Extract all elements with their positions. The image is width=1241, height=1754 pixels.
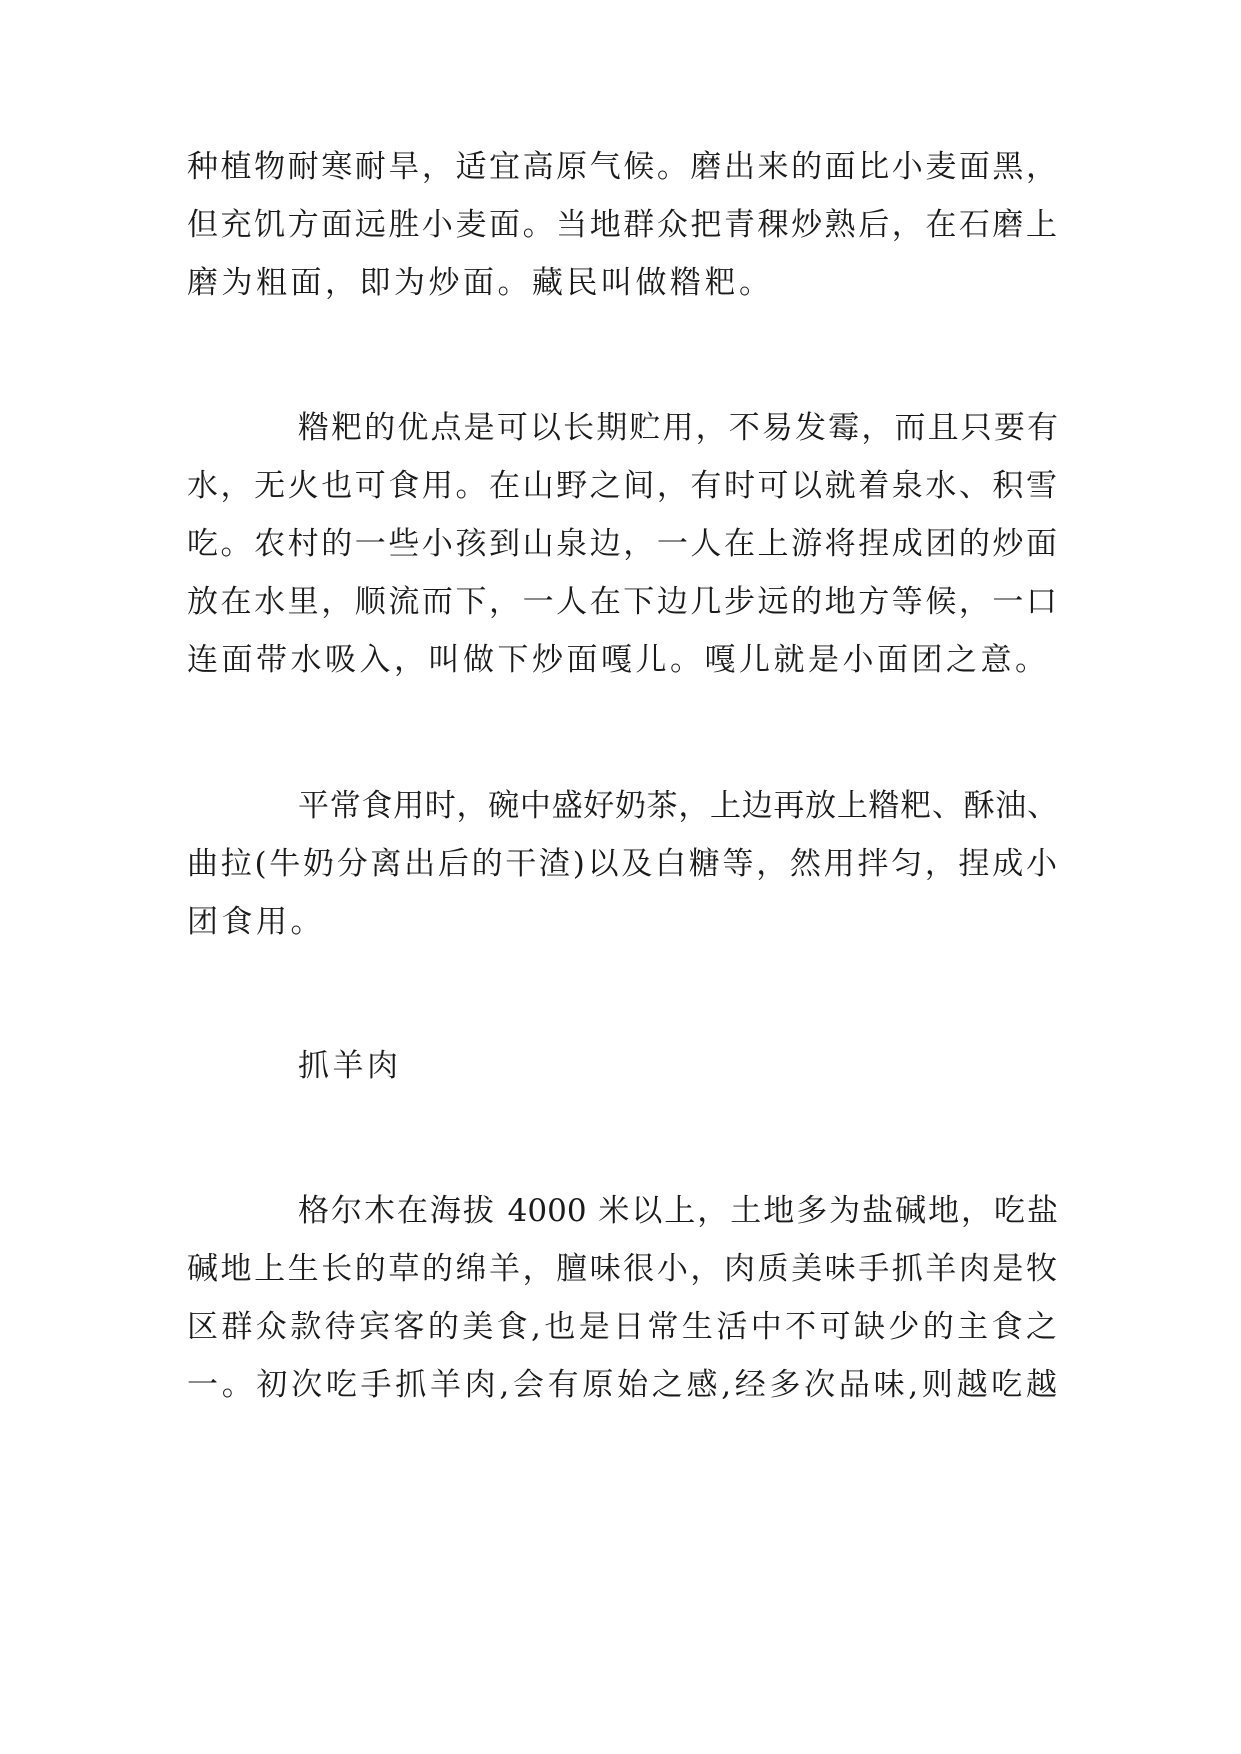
text-line: 连面带水吸入，叫做下炒面嘎儿。嘎儿就是小面团之意。: [187, 642, 1050, 678]
text-line: 曲拉(牛奶分离出后的干渣)以及白糖等，然用拌匀，捏成小: [187, 846, 1057, 882]
text-line: 一。初次吃手抓羊肉,会有原始之感,经多次品味,则越吃越: [187, 1367, 1057, 1403]
paragraph-first-line: 格尔木在海拔 4000 米以上，土地多为盐碱地，吃盐: [298, 1193, 1058, 1229]
text-line: 碱地上生长的草的绵羊，膻味很小，肉质美味手抓羊肉是牧: [187, 1251, 1057, 1287]
text-line: 磨为粗面，即为炒面。藏民叫做糌粑。: [187, 265, 774, 301]
text-line: 放在水里，顺流而下，一人在下边几步远的地方等候，一口: [187, 584, 1057, 620]
text-line: 但充饥方面远胜小麦面。当地群众把青稞炒熟后，在石磨上: [187, 207, 1057, 243]
section-heading: 抓羊肉: [298, 1048, 402, 1084]
text-line: 区群众款待宾客的美食,也是日常生活中不可缺少的主食之: [187, 1309, 1057, 1345]
paragraph-first-line: 平常食用时，碗中盛好奶茶，上边再放上糌粑、酥油、: [298, 788, 1058, 824]
text-line: 团食用。: [187, 904, 325, 940]
text-line: 种植物耐寒耐旱，适宜高原气候。磨出来的面比小麦面黑，: [187, 149, 1057, 185]
text-line: 吃。农村的一些小孩到山泉边，一人在上游将捏成团的炒面: [187, 526, 1057, 562]
text-line: 水，无火也可食用。在山野之间，有时可以就着泉水、积雪: [187, 468, 1057, 504]
paragraph-first-line: 糌粑的优点是可以长期贮用，不易发霉，而且只要有: [298, 410, 1058, 446]
